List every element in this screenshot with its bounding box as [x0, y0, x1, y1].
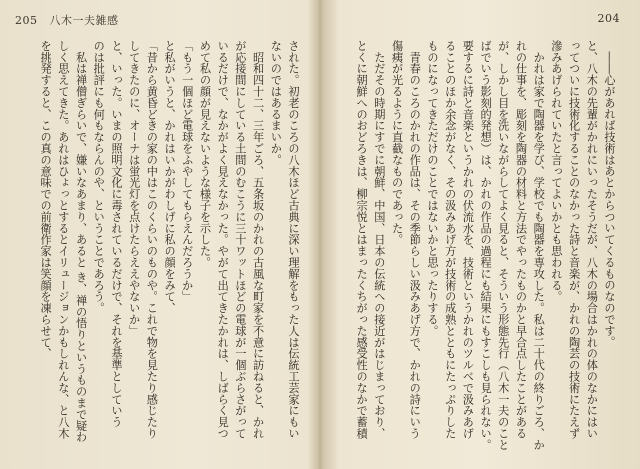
text-line: された。初老のころの八木ほど古典に深い理解をもった人は伝統工芸家にもい	[287, 40, 300, 439]
text-line: 滲みあげられていたと言ってよいかとも思われる。	[549, 40, 563, 303]
text-line: ることのほか余念がなく、その汲みあげ方が技術の成熟とともにたっぷりした	[443, 40, 457, 439]
text-line: ものになってきただけのことではないかと思ったりする。	[425, 40, 439, 337]
text-line: 昭和四十二、三年ごろ、五条坂のかれの古風な町家を不意に訪ねると、かれ	[251, 40, 265, 439]
page-header	[598, 12, 621, 25]
body-text	[328, 40, 618, 460]
text-line: ないのではあるまいか。	[269, 40, 283, 166]
text-line: れの仕事を、彫刻を陶器の材料と方法でやったものかと早合点したことがある	[514, 40, 528, 439]
text-line: と、八木の先輩がかれにいったそうだが、八木の場合はかれの体のなかにはい	[585, 40, 599, 439]
text-line: ――心があれば技術はあとからついてくるものなのです。	[603, 40, 616, 348]
text-line: を挑発すると、この真の意味での前衛作家は笑顔を凍らせて、	[39, 40, 53, 360]
text-line: ってついに技術化することのなかった詩と音楽が、かれの陶芸の技術にたえず	[567, 40, 581, 439]
text-line: 青春のころのかれの作品は、その季節らしい汲みあげ方で、かれの詩にいう	[408, 40, 422, 439]
text-line: 私は禅僧ぎらいで、嫌いなあまり、あると き、禅の悟りというものまで疑わ	[74, 40, 88, 443]
text-line: が応接間にしている土間のむこうに三十ワットほどの電球が一個ぶらさがって	[233, 40, 247, 439]
text-line: 要するに詩と音楽というかれの伏流水を、技術というかれのツルベで汲みあげ	[461, 40, 475, 439]
text-line: してきたのに、オーナは蛍光灯を点けたらええやないか」	[127, 40, 141, 337]
text-line: いるだけで、なかがよく見えなかった。やがて出てきたかれは、しばらく見つ	[216, 40, 230, 439]
text-line: ただその時期にすでに朝鮮、中国、日本の伝統への接近がはじまっており、	[372, 40, 386, 439]
text-line: ばでいう影刻的発想）は、かれの作品の過程にも結果にもすこしも見られない。	[479, 40, 493, 451]
text-line: のは批評にも何もならんのや、ということであろう。	[92, 40, 106, 314]
text-line: しく思えてきた。あれはひょっとするとイリュージョンかもしれんな、と八木	[56, 40, 70, 439]
page-header	[15, 12, 119, 28]
text-line: 「もう一個ほど電球をふやしてもらえんだろうか」	[180, 40, 194, 303]
text-line: と、いった。いまの照明文化に毒されているだけで、それを基準としていう	[109, 40, 123, 428]
right-page	[320, 0, 640, 469]
text-line: かれは家で陶器を学び、学校でも陶器を専攻した。私は二十代の終りごろ、か	[532, 40, 546, 451]
text-line: が、しかし目を洗いながらしてよく見ると、そういう形態先行（八木一夫のこと	[496, 40, 510, 451]
text-line: と私がいうと、かれはいかがわしげに私の顔をみて、	[163, 40, 177, 314]
page-number: 204	[597, 12, 620, 25]
body-text	[10, 40, 302, 460]
page-number: 205	[15, 14, 38, 27]
text-line: めて私の顔が見えないような様子を示した。	[198, 40, 212, 268]
running-head: 八木一夫雑感	[49, 14, 119, 27]
text-line: 「昔から黄昏どきの家の中はこのくらいのものや。これで物を見たり感じたり	[145, 40, 159, 439]
text-line: とくに朝鮮へのおどろきは、柳宗悦とはまったくちがった感受性のなかで蓄積	[355, 40, 369, 439]
text-line: 傷痍が光るように直截なものであった。	[390, 40, 404, 246]
